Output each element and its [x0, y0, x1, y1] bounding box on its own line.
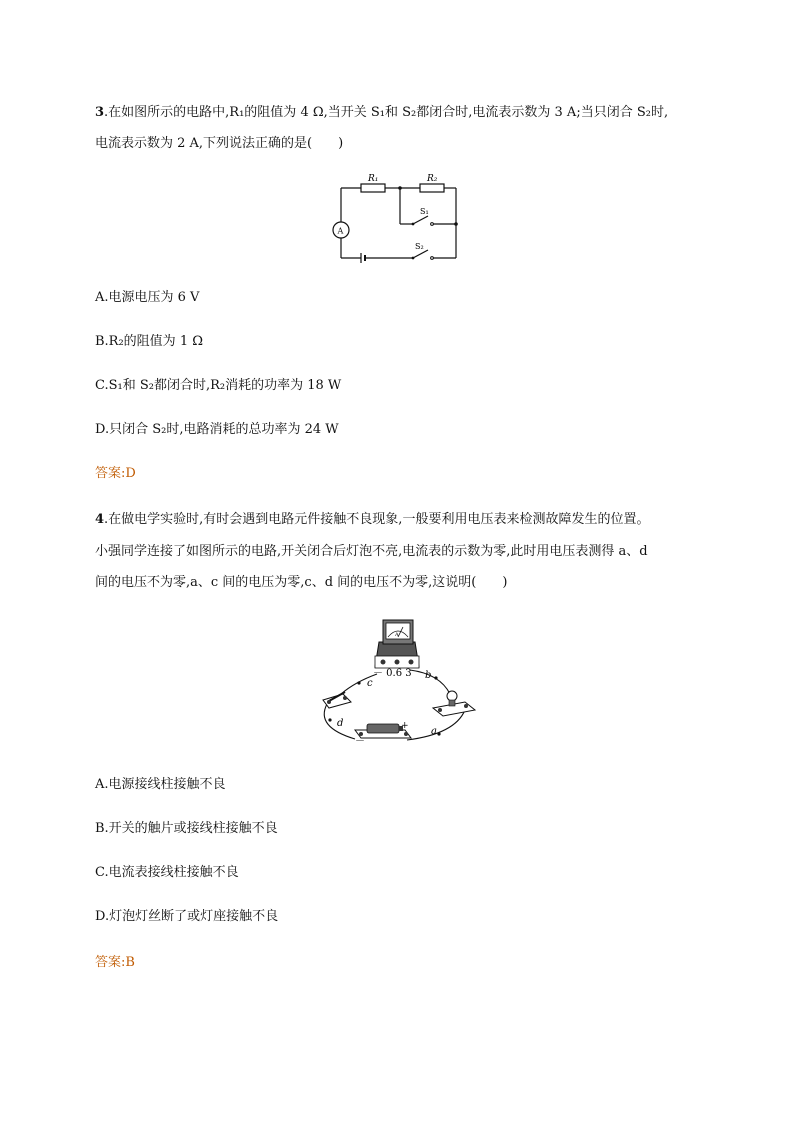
switch-s2-blade: [413, 250, 428, 258]
label-b: b: [425, 670, 432, 681]
switch-device: [323, 692, 351, 708]
ammeter-device: [375, 620, 419, 668]
q4-line-2: 小强同学连接了如图所示的电路,开关闭合后灯泡不亮,电流表的示数为零,此时用电压表测得 a、d: [95, 544, 648, 559]
label-ammeter: A: [337, 226, 344, 236]
q3-option-c: C.S₁和 S₂都闭合时,R₂消耗的功率为 18 W: [95, 378, 342, 393]
q4-answer: 答案:B: [95, 955, 135, 970]
label-r1: R₁: [368, 174, 379, 184]
battery-minus-label: －: [355, 736, 365, 747]
q4-apparatus-diagram: [315, 612, 485, 762]
q3-option-a: A.电源电压为 6 V: [95, 290, 200, 305]
meter-symbol: A: [395, 632, 399, 638]
q3-text-1: .在如图所示的电路中,R₁的阻值为 4 Ω,当开关 S₁和 S₂都闭合时,电流表示数为 3 A;当只闭合 S₂时,: [104, 105, 669, 120]
label-a: a: [431, 726, 437, 737]
q4-option-a: A.电源接线柱接触不良: [95, 777, 226, 792]
switch-s1-blade: [413, 216, 428, 224]
q3-option-d: D.只闭合 S₂时,电路消耗的总功率为 24 W: [95, 422, 339, 437]
q4-number: 4: [95, 512, 105, 527]
resistor-r2: [420, 184, 444, 192]
label-s1: S₁: [420, 207, 429, 216]
q3-line-1: [95, 104, 668, 122]
q3-circuit-diagram: [328, 170, 468, 270]
resistor-r1: [361, 184, 385, 192]
label-r2: R₂: [427, 174, 438, 184]
q4-option-b: B.开关的触片或接线柱接触不良: [95, 821, 278, 836]
q4-line-1: [95, 511, 649, 529]
label-c: c: [367, 678, 373, 689]
label-s2: S₂: [415, 242, 424, 251]
label-d: d: [337, 718, 344, 729]
q3-line-2: 电流表示数为 2 A,下列说法正确的是( ): [95, 136, 344, 151]
q4-line-3: 间的电压不为零,a、c 间的电压为零,c、d 间的电压不为零,这说明( ): [95, 575, 508, 590]
q3-answer: 答案:D: [95, 466, 136, 481]
q3-number: 3: [95, 105, 105, 120]
q4-option-d: D.灯泡灯丝断了或灯座接触不良: [95, 909, 279, 924]
q4-text-1: .在做电学实验时,有时会遇到电路元件接触不良现象,一般要利用电压表来检测故障发生的位置。: [104, 512, 650, 527]
lamp-device: [433, 691, 475, 716]
ammeter-terminal-labels: － 0.6 3: [373, 668, 412, 679]
battery-plus-label: +: [401, 721, 409, 731]
q4-option-c: C.电流表接线柱接触不良: [95, 865, 239, 880]
q3-option-b: B.R₂的阻值为 1 Ω: [95, 334, 203, 349]
